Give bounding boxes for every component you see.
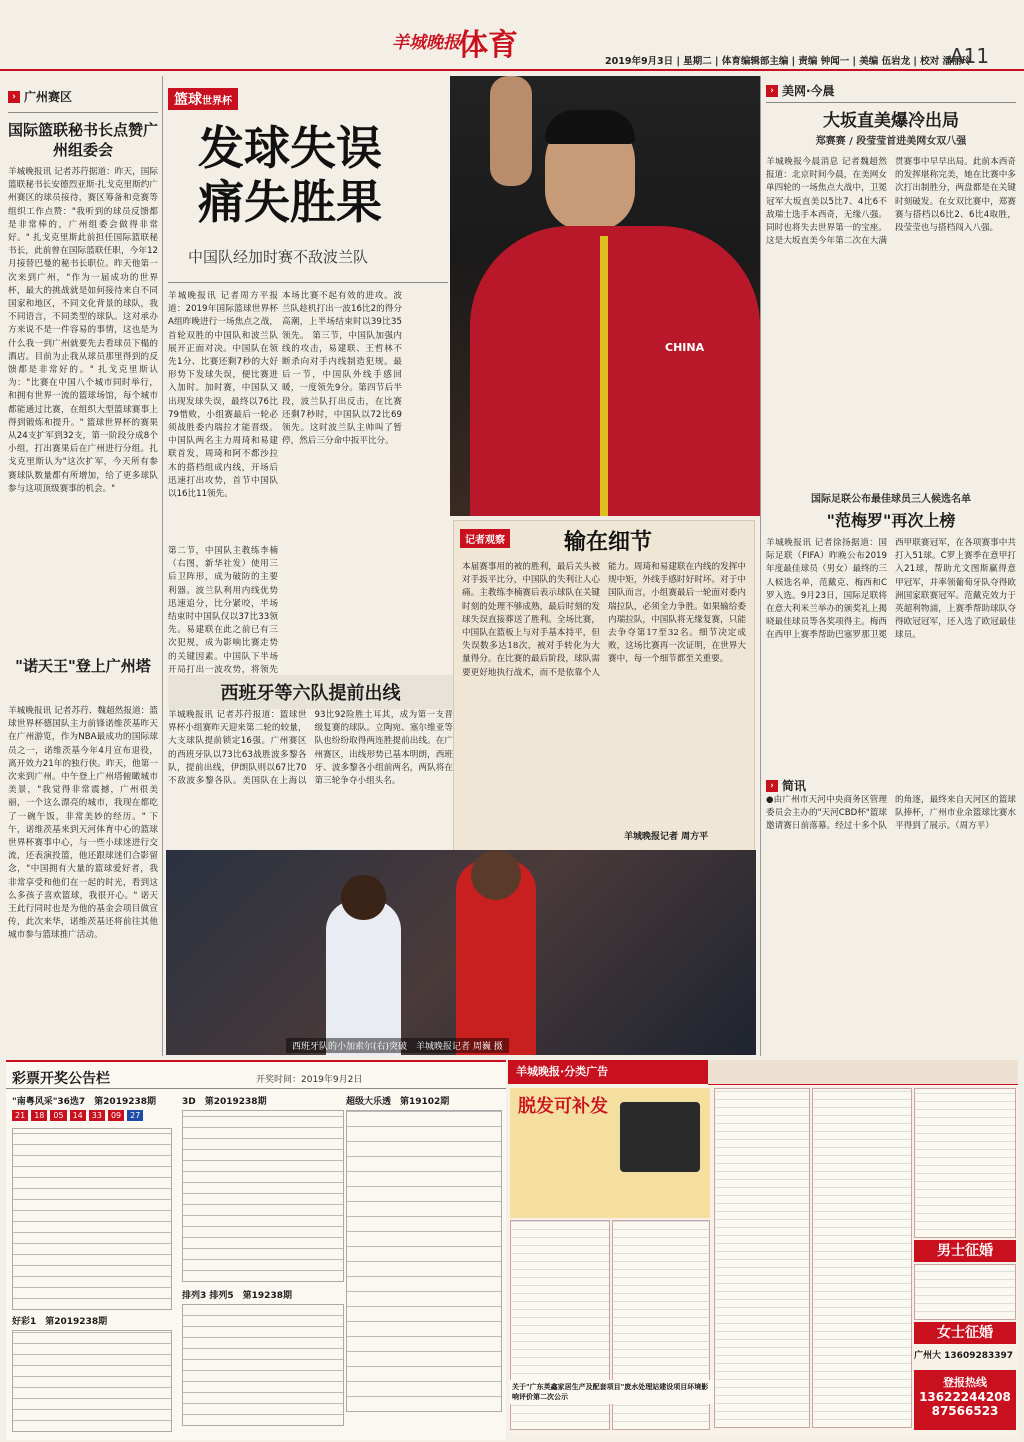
brief-body: ●由广州市天河中央商务区管理委员会主办的"天河CBD杯"篮球邀请赛日前落幕。经过十多个队的角逐，最终来自天河区的篮球队捧杯，广州市业余篮球比赛水平得到了展示。（周方平） [766, 795, 1016, 832]
article-body: 羊城晚报今晨消息 记者魏超然报道：北京时间今晨，在美网女单四轮的一场焦点大战中，卫冕冠军大坂直美以5比7、4比6不敌瑞士选手本西奇，无缘八强。同时也将失去世界第一的宝座。这是大坂直美今年第二次在大满贯赛事中早早出局。此前本西奇的发挥堪称完美，她在比赛中多次打出制胜分，两盘都是在关键时刻破发。在女双比赛中，郑赛赛与搭档以6比2、6比4取胜，段莹莹也与搭档闯入八强。 [766, 157, 1016, 247]
spain-article [168, 675, 453, 845]
lottery-date: 开奖时间：2019年9月2日 [256, 1075, 363, 1085]
lottery-game-5: 好彩1 第2019238期 [12, 1317, 108, 1327]
header-info: 2019年9月3日 | 星期二 | 体育编辑部主编 | 责编 钟闻一 | 美编 伍岩龙 | 校对 潘丽玲 [605, 56, 972, 67]
observation-tag: 记者观察 [460, 529, 510, 548]
ad-hair-title: 脱发可补发 [518, 1096, 608, 1117]
lottery-title: 彩票开奖公告栏 [12, 1071, 110, 1087]
newspaper-logo: 羊城晚报 [392, 33, 460, 53]
main-body-b-col: 第二节，中国队主教练李楠（右图，新华社发）使用三后卫阵形，成为破防的主要利器。波兰队利用内线优势迅速追分，比分紧咬，半场结束时中国队仅以37比33领先。易建联在此之前已有三次犯规，成为影响比赛走势的关键因素。中国队下半场开局打出一波攻势，将领先 [168, 546, 278, 675]
ad-cell [914, 1088, 1016, 1238]
observation-body: 本届赛事用的被的胜利，最后关头被对手扳平比分，中国队的失利让人心痛。主教练李楠赛后表示球队在关键时刻的处理不够成熟，最后时刻的发球失误直接葬送了胜利。全场比赛，中国队在篮板上与对手基本持平，但失误数多达18次，被对手转化为大量得分。在比赛的最后阶段，球队需要更好地执行战术，而不是依靠个人能力。周琦和易建联在内线的发挥中规中矩，外线手感时好时坏。对于中国队而言，小组赛最后一轮面对委内瑞拉队，必须全力争胜。如果输给委内瑞拉队，中国队将无缘复赛，只能去争夺第17至32名。细节决定成败，这场比赛再一次证明，在世界大赛中，每一个细节都至关重要。 [462, 562, 746, 678]
ad-cell [714, 1088, 810, 1428]
ad-cell [812, 1088, 912, 1428]
article-body: 羊城晚报讯 记者苏荇据道：昨天，国际篮联秘书长安德烈亚斯·扎戈克里斯约广州赛区的球员接待，赛区筹备和竞赛等组织工作点赞："我听到的球员反馈都是非常棒的，广州组委会做得非常好。" 扎戈克里斯此前担任国际篮联秘书长，此前曾在国际篮联任职，今年12月接替巴曼的秘书长职位。昨天他第一次来到广州，"作为一届成功的世界杯，最大的挑战就是如何接待来自不同国家和地区，不同文化背景的球队，我不同语言，不同类型的球队。这对承办方来说不是一件容易的事情，这也是为什么我一到广州就要先去看球员下榻的酒店。目前为止我从球员那里得到的反馈都是非常好的。" 扎戈克里斯认为："比赛在中国八个城市同时举行，和拥有世界一流的篮球场馆，每个城市都能通过比赛，在组织大型篮球赛事上得到锻炼和提升。" 篮球世界杯的赛果从24支扩军到32支，第一阶段分成8个小组，打出赛果后在广州进行分组。扎戈克里斯认为"这次扩军，今天所有参赛球队数量都有所增加，给了更多球队参与这项顶级赛事的机会。" [8, 167, 158, 494]
article-headline: "范梅罗"再次上榜 [826, 511, 956, 530]
jersey-text: CHINA [665, 341, 705, 354]
ad-hotline-line: 广州大 13609283397 [914, 1351, 1014, 1361]
article-headline: 国际篮联秘书长点赞广州组委会 [8, 121, 159, 159]
lottery-panel [6, 1060, 506, 1440]
article-pre-headline: 国际足联公布最佳球员三人候选名单 [811, 494, 971, 505]
article-headline: 大坂直美爆冷出局 [823, 111, 959, 131]
lottery-ball: 05 [50, 1110, 66, 1121]
lottery-game-2: 3D 第2019238期 [182, 1097, 267, 1107]
hero-title-block [168, 88, 458, 278]
ads-brand: 羊城晚报·分类广告 [508, 1060, 708, 1084]
lottery-ball: 33 [89, 1110, 105, 1121]
section-tag: › 广州赛区 [8, 88, 158, 105]
coach-jacket [470, 226, 760, 516]
lottery-ball: 09 [108, 1110, 124, 1121]
player-white-head [341, 875, 386, 920]
ad-hair [510, 1088, 710, 1218]
brief-tag: › 简讯 [766, 777, 806, 794]
section-tag: › 美网·今晨 [766, 82, 1016, 99]
hero-subtitle: 中国队经加时赛不敌波兰队 [188, 248, 369, 266]
ad-notice-2: 关于"广东英鑫家居生产及配套项目"废水处理站建设项目环境影响评价第二次公示 [510, 1380, 714, 1404]
left-column [8, 88, 158, 688]
tag-icon: › [8, 91, 20, 103]
hotline-phone: 13622244208 [919, 1390, 1011, 1404]
ad-hotline-box [914, 1370, 1016, 1430]
observation-byline: 羊城晚报记者 周方平 [624, 832, 709, 842]
lottery-grid-1 [12, 1128, 172, 1310]
article-headline: "诺天王"登上广州塔 [15, 657, 151, 675]
photo-caption: 西班牙队的小加索尔(右)突破 羊城晚报记者 周巍 摄 [286, 1038, 509, 1053]
coach-photo [450, 76, 760, 516]
player-white [326, 900, 401, 1055]
lottery-grid-5 [12, 1330, 172, 1432]
ad-male: 男士征婚 [914, 1240, 1016, 1262]
article-subhead: 郑赛赛 / 段莹莹首进美网女双八强 [815, 136, 967, 147]
coach-hand [490, 76, 532, 186]
right-column [766, 82, 1016, 1052]
lottery-game-3: 超级大乐透 第19102期 [346, 1097, 450, 1107]
article-body: 羊城晚报讯 记者苏荇、魏超然报道：篮球世界杯德国队主力前锋诺维茨基昨天在广州游览，作为NBA最成功的国际球员之一，诺维茨基今年4月宣布退役，离开效力21年的独行侠。昨天，他第一次来到广州。中午登上广州塔俯瞰城市美景，"我觉得非常震撼，广州很美丽，一个这么漂亮的城市，我现在都吃了一碗午饭，非常美妙的经历。" 下午，诺维茨基来到天河体育中心的篮球世界杯赛事中心，与一些小球迷进行交流，还表演投篮，他还跟球迷们合影留念，"中国拥有大量的篮球爱好者，我非常享受和他们在一起的时光，看到这么多孩子喜欢篮球，我很开心。" 诺天王此行同时也是为他的基金会项目做宣传，此次来华，诺维茨基还将前往其他城市参与篮球推广活动。 [8, 706, 158, 941]
lottery-grid-3 [346, 1110, 502, 1412]
lottery-grid-2 [182, 1110, 344, 1282]
lottery-grid-4 [182, 1304, 344, 1426]
main-body-a: 羊城晚报讯 记者周方平报道：2019年国际篮球世界杯A组昨晚进行一场焦点之战，首轮双胜的中国队和波兰队展开正面对决。中国队在领先1分、比赛还剩7秒的大好形势下发球失误，便比赛进入加时。加时赛，中国队又出现发球失误，最终以76比79惜败，小组赛最后一轮必须战胜委内瑞拉才能晋级。 中国队两名主力周琦和易建联首发，周琦和阿不都沙拉木的搭档组成内线，开场后迅速打出攻势，首节中国队以16比11领先。 [168, 291, 278, 500]
coach-lanyard [600, 236, 608, 516]
tag-icon: › [766, 85, 778, 97]
lottery-game-4: 排列3 排列5 第19238期 [182, 1291, 292, 1301]
header-rule [0, 69, 1024, 71]
ads-header-strip [708, 1060, 1018, 1085]
ad-cell [914, 1264, 1016, 1320]
lottery-ball: 14 [70, 1110, 86, 1121]
lottery-ball: 21 [12, 1110, 28, 1121]
observation-box [453, 520, 755, 852]
section-title: 体育 [458, 28, 518, 63]
ad-hair-image [620, 1102, 700, 1172]
article-body: 羊城晚报讯 记者徐扬据道：国际足联（FIFA）昨晚公布2019年度最佳球员（男女）最终的三人候选名单，范戴克、梅西和C罗入选。9月23日，国际足联将在意大利米兰举办的颁奖礼上揭晓最佳球员等各奖项得主。梅西在西甲上赛季帮助巴塞罗那卫冕西甲联赛冠军，在各项赛事中共打入51球。C罗上赛季在意甲打入21球，帮助尤文图斯赢得意甲冠军，并率领葡萄牙队夺得欧洲国家联赛冠军。范戴克效力于英超利物浦，上赛季帮助球队夺得欧冠冠军，还入选了欧冠最佳球员。 [766, 538, 1016, 641]
lottery-game-1: "南粤风采"36选7 第2019238期 [12, 1097, 157, 1107]
ad-female: 女士征婚 [914, 1322, 1016, 1344]
hotline-title: 登报热线 [943, 1376, 987, 1389]
lottery-ball: 27 [127, 1110, 143, 1121]
spain-photo [166, 850, 756, 1055]
page-number: A11 [950, 44, 990, 68]
hotline-phone: 87566523 [931, 1404, 999, 1418]
observation-title: 输在细节 [564, 530, 653, 555]
hero-headline-1: 发球失误 [198, 121, 382, 175]
tag-icon: › [766, 780, 778, 792]
article-body: 羊城晚报讯 记者苏荇报道：篮球世界杯小组赛昨天迎来第二轮的较量，大支球队提前锁定16强。广州赛区的西班牙队以73比63战胜波多黎各队，提前出线，伊朗队则以67比70不敌波多黎各队。美国队在上海以93比92险胜土耳其，成为第一支晋级复赛的球队。立陶宛、塞尔维亚等队也纷纷取得两连胜提前出线。在广州赛区，出线形势已基本明朗，西班牙、波多黎各小组前两名，两队将在第三轮争夺小组头名。 [168, 710, 453, 787]
kicker: 篮球世界杯 [168, 88, 238, 110]
hero-headline-2: 痛失胜果 [198, 175, 382, 229]
article-headline: 西班牙等六队提前出线 [168, 675, 453, 709]
page-header [0, 0, 1024, 70]
main-body-c: 本场比赛不起有效的进攻。波兰队趁机打出一波16比2的得分高潮，上半场结束时以39比35领先。 第三节，中国队加强内线的攻击，易建联、王哲林不断杀向对手内线制造犯规。最后一节，中国队外线手感回暖，一度领先9分。第四节后半段，波兰队打出反击，在比赛还剩7秒时，中国队以72比69领先。这时波兰队主帅叫了暂停，然后三分命中扳平比分。 [282, 291, 402, 447]
classified-ads [508, 1060, 1018, 1438]
lottery-ball: 18 [31, 1110, 47, 1121]
left-column-2 [8, 655, 158, 1060]
player-red-head [471, 850, 521, 900]
coach-hair [545, 110, 635, 144]
lottery-numbers [12, 1110, 143, 1121]
